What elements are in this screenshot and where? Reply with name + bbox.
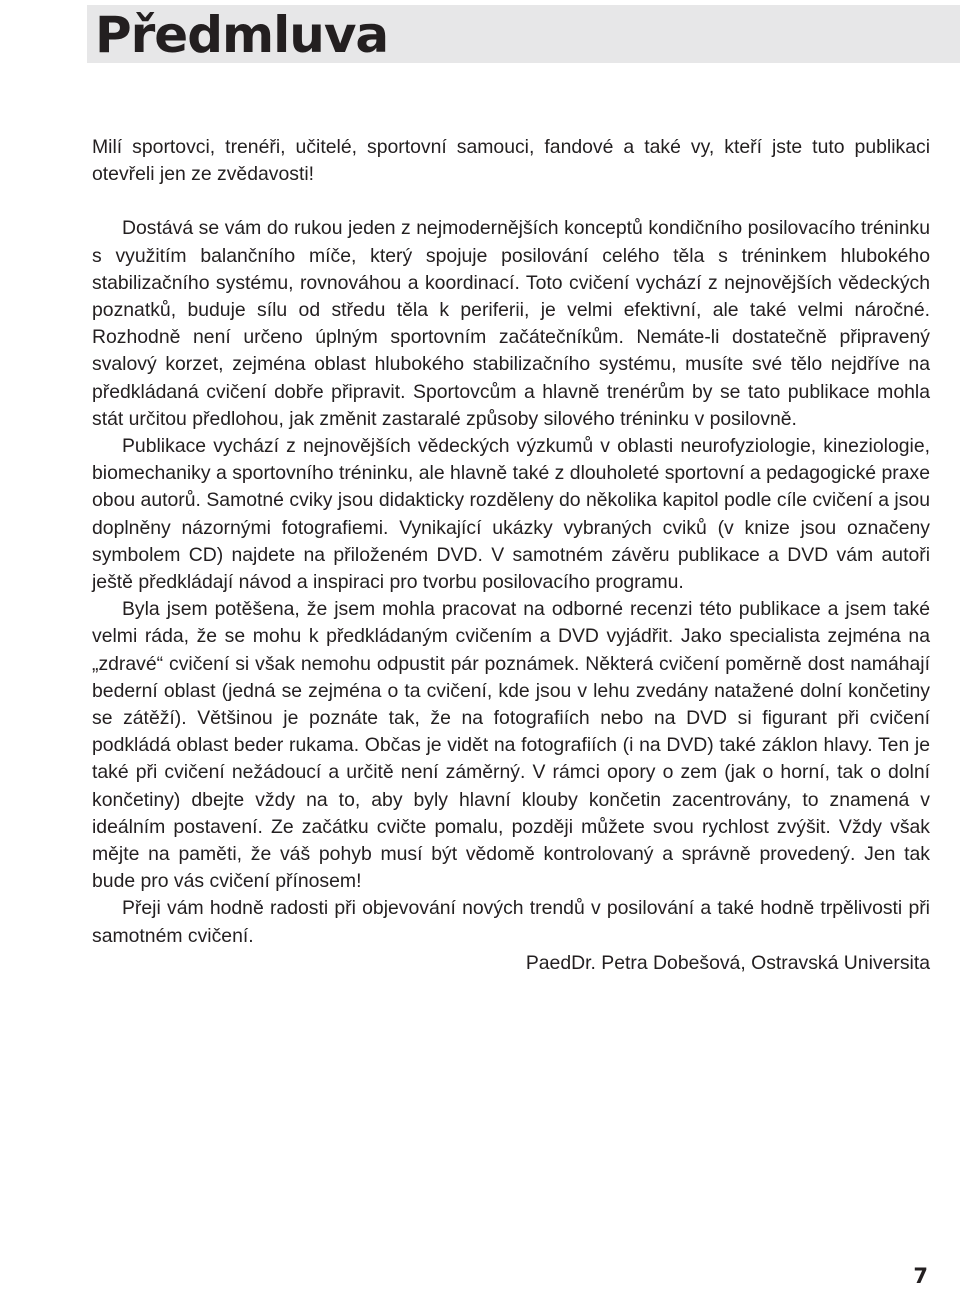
page-number: 7 <box>913 1264 928 1288</box>
paragraph-concept: Dostává se vám do rukou jeden z nejmodernějších konceptů kondičního posilovacího tréninku s využitím balančního míče, který spojuje posilování celého těla s tréninkem hlubokého stabilizačního systému, rovnováhou a koordinací. Toto cvičení vychází z nejnovějších vědeckých poznatků, buduje sílu od středu těla k periferii, je velmi efektivní, ale také velmi náročné. Rozhodně není určeno úplným sportovním začátečníkům. Nemáte-li dostatečně připravený svalový korzet, zejména oblast hlubokého stabilizačního systému, musíte své tělo nejdříve na předkládaná cvičení dobře připravit. Sportovcům a hlavně trenérům by se tato publikace mohla stát určitou předlohou, jak změnit zastaralé způsoby silového tréninku v posilovně. <box>92 217 930 430</box>
paragraph-publication: Publikace vychází z nejnovějších vědeckých výzkumů v oblasti neurofyziologie, kineziologie, biomechaniky a sportovního tréninku, ale hlavně také z dlouholeté sportovní a pedagogické praxe obou autorů. Samotné cviky jsou didakticky rozděleny do několika kapitol podle cíle cvičení a jsou doplněny názornými fotografiemi. Vynikající ukázky vybraných cviků (v knize jsou označeny symbolem CD) najdete na přiloženém DVD. V samotném závěru publikace a DVD vám autoři ještě předkládají návod a inspiraci pro tvorbu posilovacího programu. <box>92 435 930 594</box>
page-title: Předmluva <box>95 6 389 64</box>
greeting-paragraph: Milí sportovci, trenéři, učitelé, sportovní samouci, fandové a také vy, kteří jste tuto publikaci otevřeli jen ze zvědavosti! <box>92 136 930 186</box>
paragraph-wishes: Přeji vám hodně radosti při objevování nových trendů v posilování a také hodně trpělivosti při samotném cvičení. <box>92 897 930 947</box>
paragraph-review: Byla jsem potěšena, že jsem mohla pracovat na odborné recenzi této publikace a jsem také velmi ráda, že se mohu k předkládaným cvičením a DVD vyjádřit. Jako specialista zejména na „zdravé“ cvičení si však nemohu odpustit pár poznámek. Některá cvičení poměrně dost namáhají bederní oblast (jedná se zejména o ta cvičení, kde jsou v lehu zvedány natažené dolní končetiny se zátěží). Většinou je poznáte tak, že na fotografiích nebo na DVD si figurant při cvičení podkládá oblast beder rukama. Občas je vidět na fotografiích (i na DVD) také záklon hlavy. Ten je také při cvičení nežádoucí a určitě není záměrný. V rámci opory o zem (jak o horní, tak o dolní končetiny) dbejte vždy na to, aby byly hlavní klouby končetin zacentrovány, to znamená v ideálním postavení. Ze začátku cvičte pomalu, později můžete svou rychlost zvýšit. Vždy však mějte na paměti, že váš pohyb musí být vědomě kontrolovaný a správně provedený. Jen tak bude pro vás cvičení přínosem! <box>92 598 930 893</box>
author-signature: PaedDr. Petra Dobešová, Ostravská Universita <box>525 951 930 974</box>
preface-body <box>92 134 930 977</box>
